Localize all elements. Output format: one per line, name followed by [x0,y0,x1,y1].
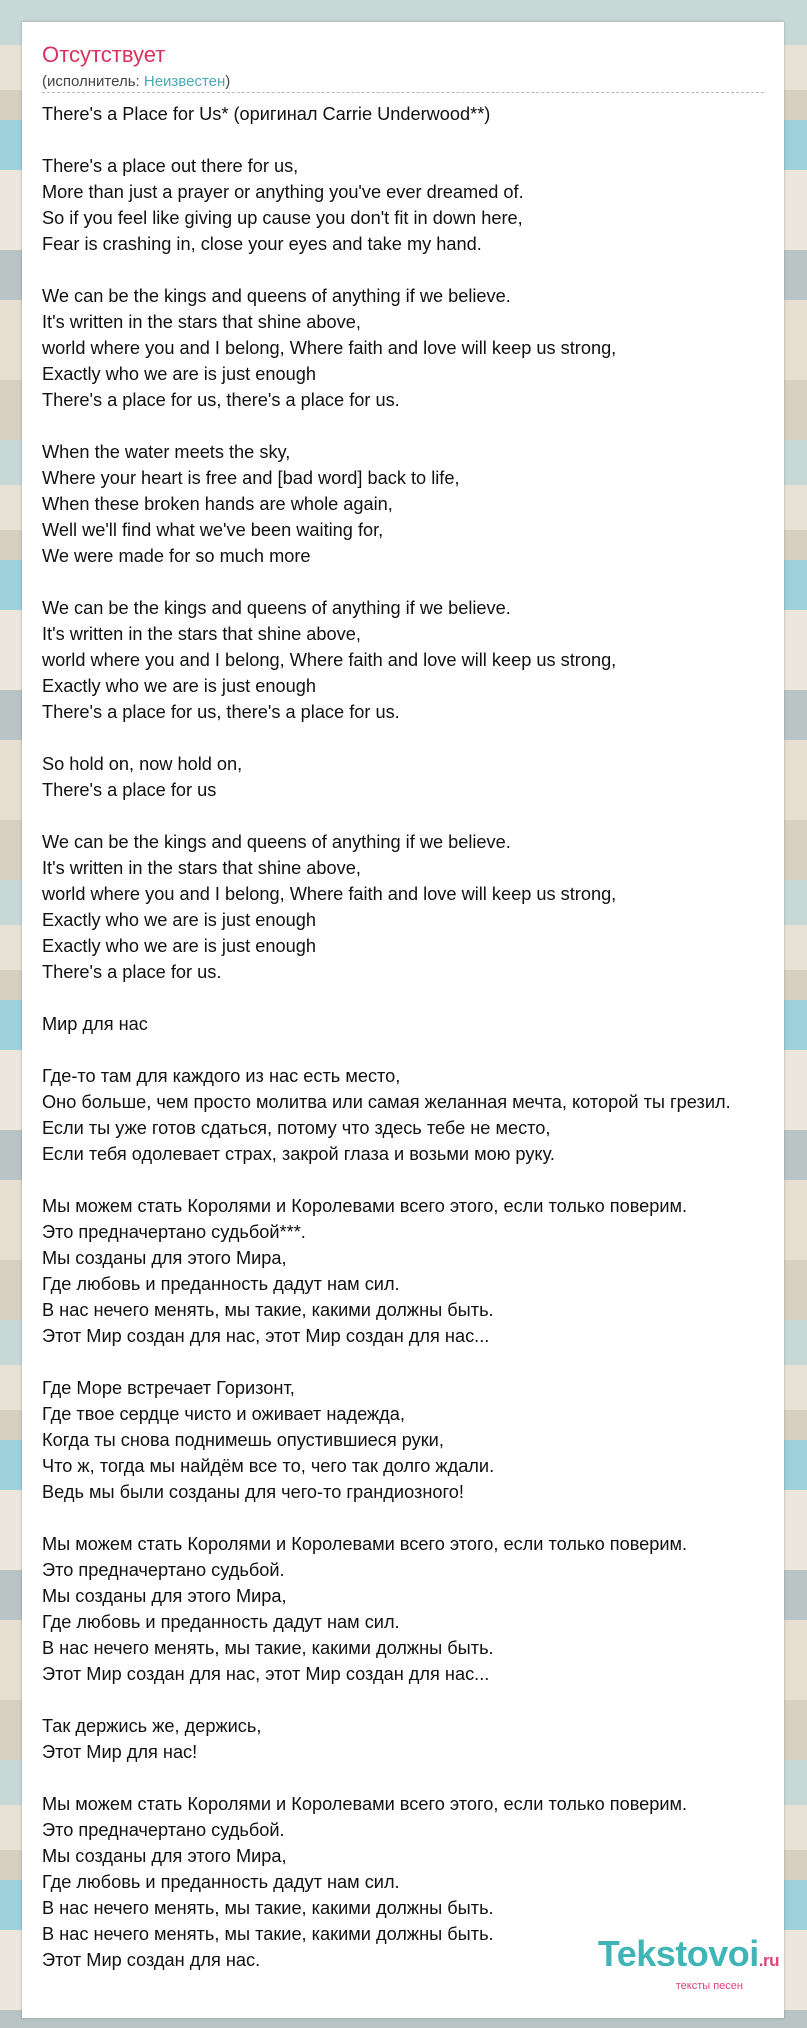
dashed-divider [42,92,764,93]
artist-link[interactable]: Неизвестен [143,73,226,90]
lyrics-text: There's a Place for Us* (оригинал Carrie Underwood**) There's a place out there for us, More than just a prayer or anything you've ever dreamed of. So if you feel like giving up cause you don't fit in down here, Fear is crashing in, close your eyes and take my hand. We can be the kings and queens of anything if we believe. It's written in the stars that shine above, world where you and I belong, Where faith and love will keep us strong, Exactly who we are is just enough There's a place for us, there's a place for us. When the water meets the sky, Where your heart is free and [bad word] back to life, When these broken hands are whole again, Well we'll find what we've been waiting for, We were made for so much more We can be the kings and queens of anything if we believe. It's written in the stars that shine above, world where you and I belong, Where faith and love will keep us strong, Exactly who we are is just enough There's a place for us, there's a place for us. So hold on, now hold on, There's a place for us We can be the kings and queens of anything if we believe. It's written in the stars that shine above, world where you and I belong, Where faith and love will keep us strong, Exactly who we are is just enough Exactly who we are is just enough There's a place for us. Мир для нас Где-то там для каждого из нас есть место, Оно больше, чем просто молитва или самая желанная мечта, которой ты грезил. Если ты уже готов сдаться, потому что здесь тебе не место, Если тебя одолевает страх, закрой глаза и возьми мою руку. Мы можем стать Королями и Королевами всего этого, если только поверим. Это предначертано судьбой***. Мы созданы для этого Мира, Где любовь и преданность дадут нам сил. В нас нечего менять, мы такие, какими должны быть. Этот Мир создан для нас, этот Мир создан для нас... Где Море встречает Горизонт, Где твое сердце чисто и оживает надежда, Когда ты снова поднимешь опустившиеся руки, Что ж, тогда мы найдём все то, чего так долго ждали. Ведь мы были созданы для чего-то грандиозного! Мы можем стать Королями и Королевами всего этого, если только поверим. Это предначертано судьбой. Мы созданы для этого Мира, Где любовь и преданность дадут нам сил. В нас нечего менять, мы такие, какими должны быть. Этот Мир создан для нас, этот Мир создан для нас... Так держись же, держись, Этот Мир для нас! Мы можем стать Королями и Королевами всего этого, если только поверим. Это предначертано судьбой. Мы созданы для этого Мира, Где любовь и преданность дадут нам сил. В нас нечего менять, мы такие, какими должны быть. В нас нечего менять, мы такие, какими должны быть. Этот Мир создан для нас. [42,104,731,1970]
logo-domain: .ru [758,1951,779,1970]
logo-main-text: Tekstovoi [597,1933,759,1974]
logo-tagline: тексты песен [675,1980,743,1992]
artist-line [42,73,230,91]
logo-wordmark [598,1935,779,1980]
lyrics-card [22,22,784,2018]
artist-prefix: (исполнитель: [42,73,144,90]
artist-suffix: ) [225,73,231,90]
site-logo[interactable] [598,1935,779,1992]
song-title: Отсутствует [42,42,166,67]
